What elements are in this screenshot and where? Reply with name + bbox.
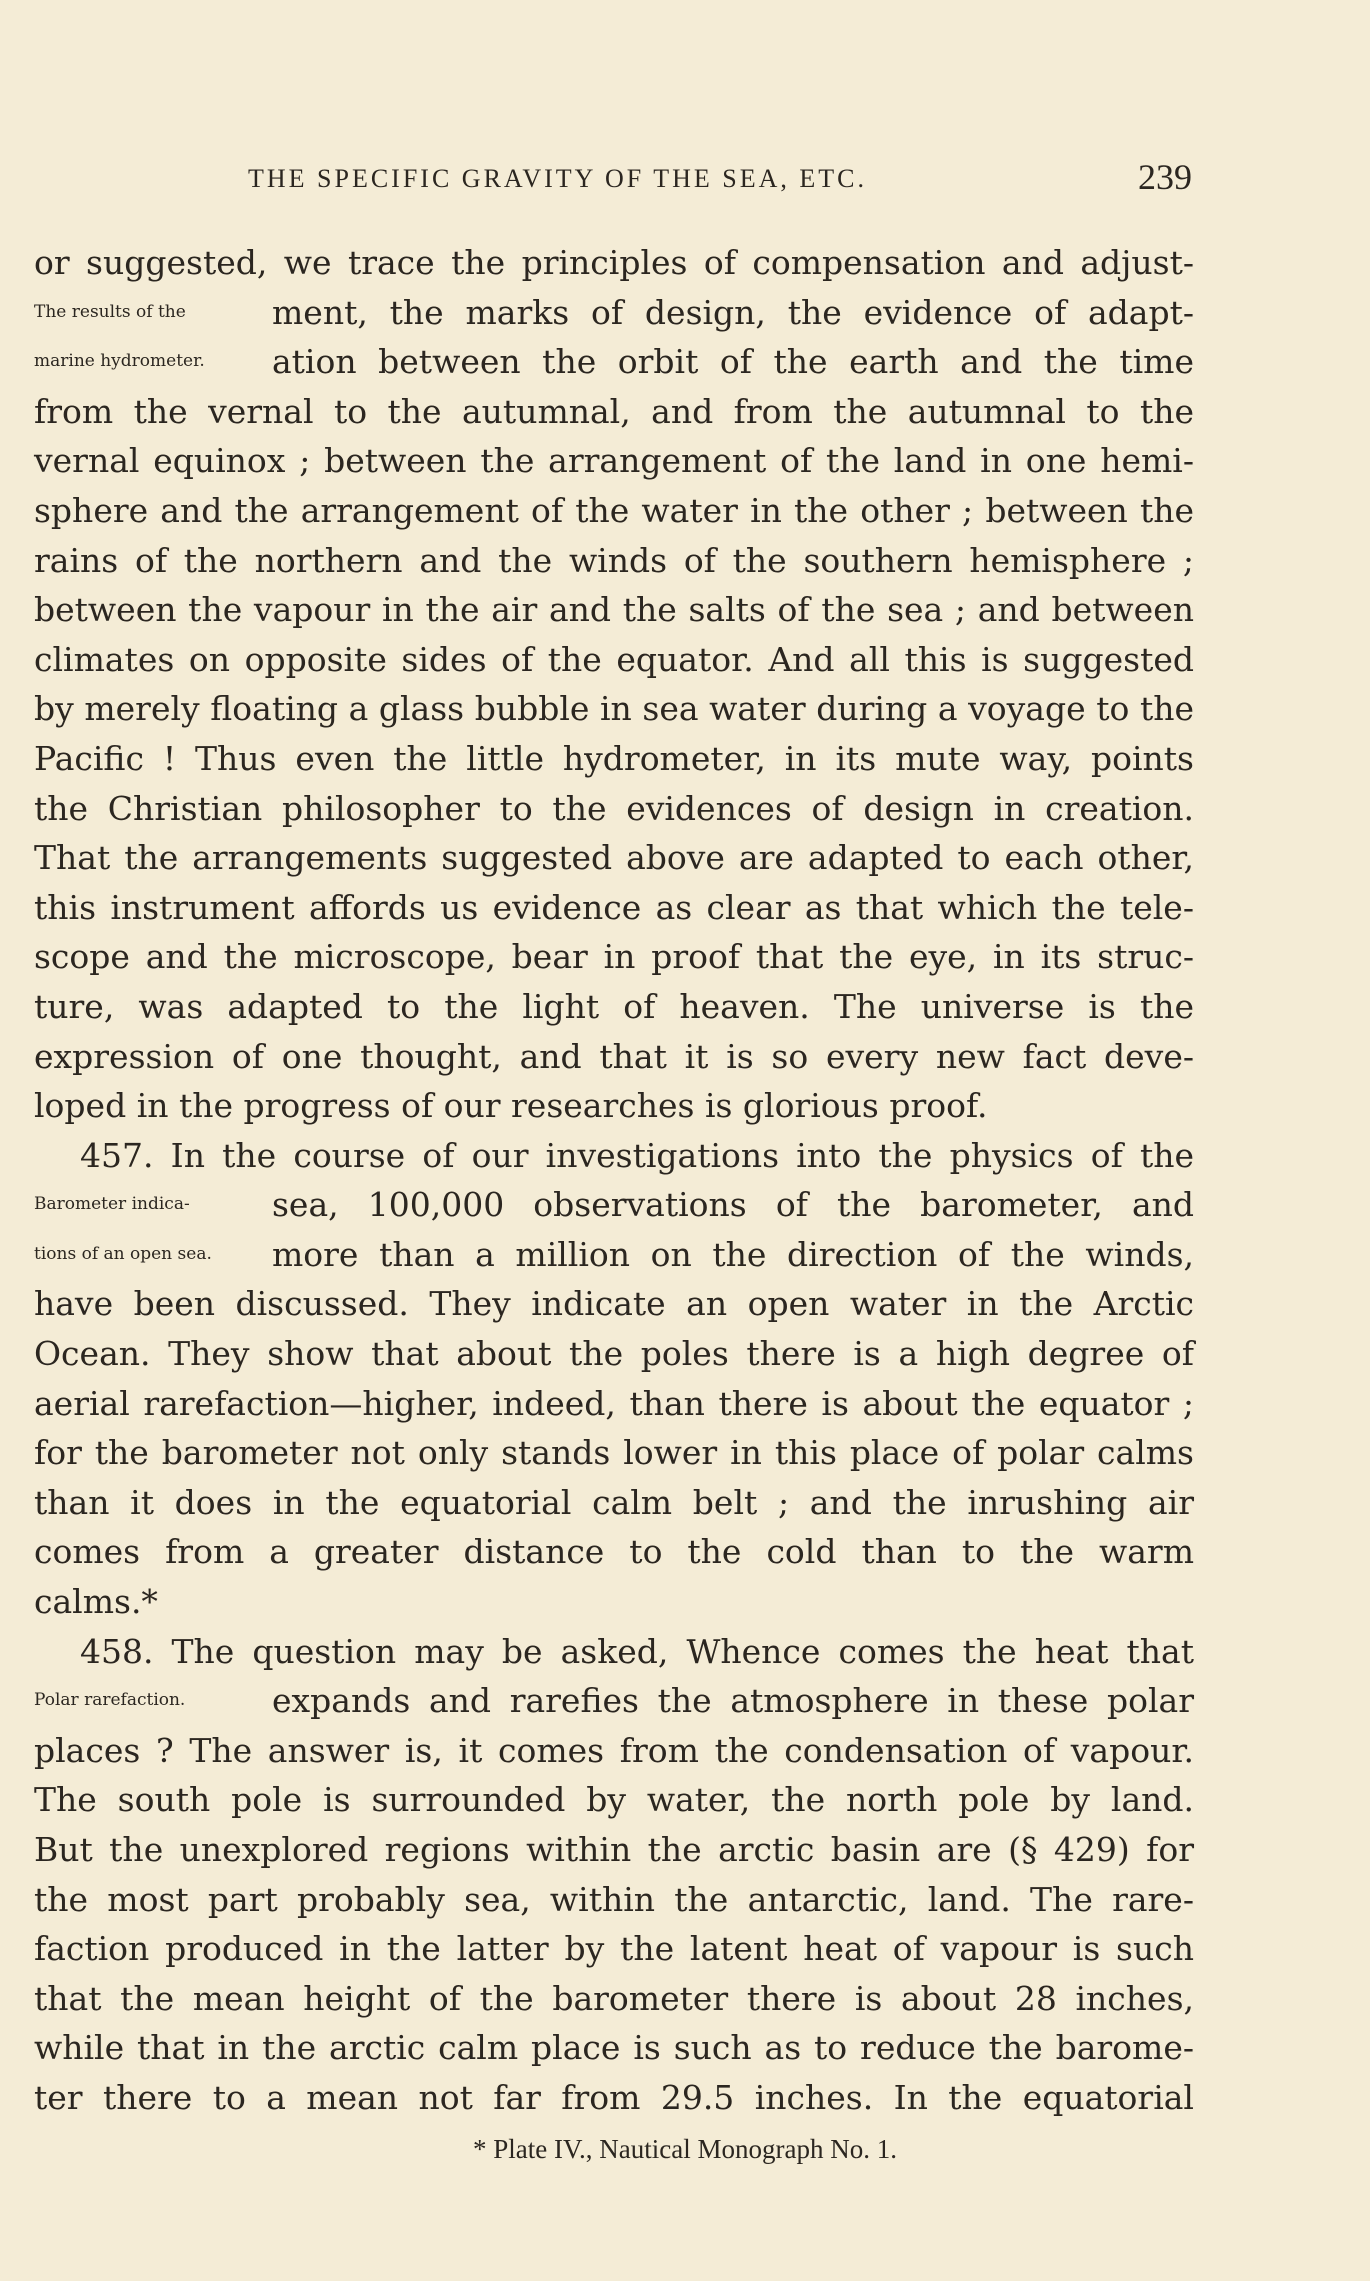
page-number: 239 [1138, 157, 1192, 197]
text-line: scope and the microscope, bear in proof that the eye, in its struc- [34, 937, 1194, 977]
text-line-content: sea, 100,000 observations of the barometer, and [272, 1185, 1194, 1225]
text-line: climates on opposite sides of the equator. And all this is suggested [34, 639, 1194, 679]
text-line: while that in the arctic calm place is such as to reduce the barome- [34, 2028, 1194, 2068]
text-line: rains of the northern and the winds of the southern hemisphere ; [34, 540, 1194, 580]
text-line: calms.* [34, 1582, 158, 1622]
text-line: expression of one thought, and that it is so every new fact deve- [34, 1036, 1194, 1076]
text-line: aerial rarefaction—higher, indeed, than there is about the equator ; [34, 1383, 1194, 1423]
text-line: The south pole is surrounded by water, the north pole by land. [34, 1780, 1194, 1820]
text-line: ture, was adapted to the light of heaven. The universe is the [34, 986, 1194, 1026]
text-line: 458. The question may be asked, Whence comes the heat that [80, 1631, 1194, 1671]
text-line [34, 1230, 1194, 1280]
text-line: Pacific ! Thus even the little hydrometer, in its mute way, points [34, 738, 1194, 778]
text-line: or suggested, we trace the principles of compensation and adjust- [34, 243, 1194, 282]
text-line: that the mean height of the barometer there is about 28 inches, [34, 1978, 1194, 2018]
body-text [34, 238, 1194, 2123]
text-line: But the unexplored regions within the arctic basin are (§ 429) for [34, 1830, 1194, 1869]
margin-note: Barometer indica- [34, 1194, 190, 1215]
text-line [34, 1180, 1194, 1230]
text-line-content: ation between the orbit of the earth and the time [272, 342, 1194, 382]
text-line: have been discussed. They indicate an open water in the Arctic [34, 1284, 1194, 1324]
text-line: than it does in the equatorial calm belt ; and the inrushing air [34, 1482, 1194, 1522]
text-line: Ocean. They show that about the poles there is a high degree of [34, 1334, 1194, 1374]
text-line: comes from a greater distance to the cold than to the warm [34, 1532, 1194, 1572]
running-head: THE SPECIFIC GRAVITY OF THE SEA, ETC. [248, 164, 868, 193]
text-line [34, 288, 1194, 338]
text-line [34, 1676, 1194, 1726]
text-line: ter there to a mean not far from 29.5 inches. In the equatorial [34, 2077, 1194, 2117]
text-line: the most part probably sea, within the antarctic, land. The rare- [34, 1879, 1194, 1919]
text-line: sphere and the arrangement of the water in the other ; between the [34, 490, 1194, 530]
margin-note: marine hydrometer. [34, 351, 205, 372]
footnote: * Plate IV., Nautical Monograph No. 1. [473, 2134, 897, 2164]
text-line: That the arrangements suggested above are adapted to each other, [34, 838, 1194, 878]
margin-note: The results of the [34, 301, 186, 322]
text-line [34, 337, 1194, 387]
text-line: places ? The answer is, it comes from the condensation of vapour. [34, 1730, 1194, 1770]
text-line: the Christian philosopher to the evidences of design in creation. [34, 788, 1194, 828]
text-line: for the barometer not only stands lower in this place of polar calms [34, 1433, 1194, 1473]
text-line: by merely floating a glass bubble in sea water during a voyage to the [34, 689, 1194, 729]
page-header [248, 156, 1192, 206]
text-line: loped in the progress of our researches is glorious proof. [34, 1086, 988, 1126]
margin-note: Polar rarefaction. [34, 1690, 186, 1711]
text-line: between the vapour in the air and the salts of the sea ; and between [34, 590, 1194, 630]
text-line: this instrument affords us evidence as clear as that which the tele- [34, 887, 1194, 927]
text-line-content: more than a million on the direction of the winds, [272, 1234, 1194, 1274]
text-line: faction produced in the latter by the latent heat of vapour is such [34, 1929, 1194, 1969]
text-line: 457. In the course of our investigations into the physics of the [80, 1135, 1194, 1175]
text-line-content: ment, the marks of design, the evidence of adapt- [272, 292, 1194, 332]
margin-note: tions of an open sea. [34, 1243, 212, 1264]
text-line-content: expands and rarefies the atmosphere in these polar [272, 1681, 1194, 1721]
text-line: vernal equinox ; between the arrangement of the land in one hemi- [34, 441, 1194, 481]
text-line: from the vernal to the autumnal, and from the autumnal to the [34, 391, 1194, 431]
